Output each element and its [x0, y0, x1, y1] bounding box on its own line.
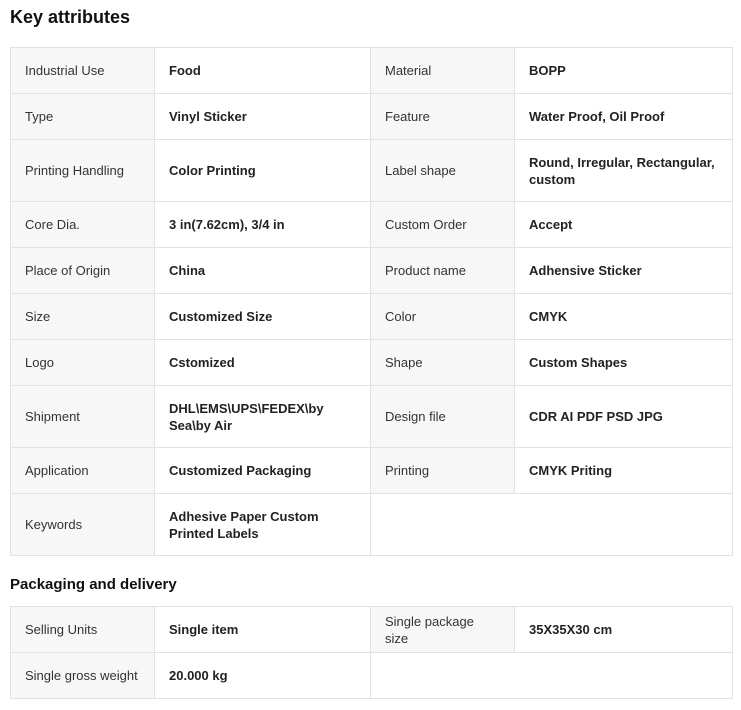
attribute-value: Adhensive Sticker: [515, 248, 733, 294]
attribute-value: Customized Packaging: [155, 448, 371, 494]
attribute-key: Logo: [11, 340, 155, 386]
attribute-key: Application: [11, 448, 155, 494]
attribute-key: Keywords: [11, 494, 155, 556]
attribute-value: CMYK Priting: [515, 448, 733, 494]
attribute-key: Core Dia.: [11, 202, 155, 248]
attribute-value: Color Printing: [155, 140, 371, 202]
attribute-value: 3 in(7.62cm), 3/4 in: [155, 202, 371, 248]
attribute-value: Custom Shapes: [515, 340, 733, 386]
attribute-key: Feature: [371, 94, 515, 140]
packaging-delivery-heading: Packaging and delivery: [10, 576, 177, 593]
attribute-key: Design file: [371, 386, 515, 448]
attribute-key: Shape: [371, 340, 515, 386]
attribute-value: Customized Size: [155, 294, 371, 340]
attribute-key: Shipment: [11, 386, 155, 448]
table-row: [11, 494, 733, 556]
attribute-key: Custom Order: [371, 202, 515, 248]
attribute-value: Round, Irregular, Rectangular, custom: [515, 140, 733, 202]
attribute-key: Material: [371, 48, 515, 94]
attribute-key: Printing Handling: [11, 140, 155, 202]
key-attributes-table: [10, 47, 733, 556]
attribute-value: Water Proof, Oil Proof: [515, 94, 733, 140]
table-row: [11, 94, 733, 140]
table-row: [11, 248, 733, 294]
attribute-key: Place of Origin: [11, 248, 155, 294]
key-attributes-heading: Key attributes: [10, 7, 131, 27]
empty-cell: [371, 653, 733, 699]
table-row: [11, 448, 733, 494]
table-row: [11, 48, 733, 94]
table-row: [11, 202, 733, 248]
attribute-key: Industrial Use: [11, 48, 155, 94]
attribute-key: Selling Units: [11, 607, 155, 653]
attribute-value: Single item: [155, 607, 371, 653]
packaging-table: [10, 606, 733, 699]
table-row: [11, 653, 733, 699]
attribute-key: Single package size: [371, 607, 515, 653]
table-row: [11, 340, 733, 386]
attribute-key: Product name: [371, 248, 515, 294]
attribute-value: 20.000 kg: [155, 653, 371, 699]
table-row: [11, 607, 733, 653]
attribute-value: Vinyl Sticker: [155, 94, 371, 140]
attribute-value: CDR AI PDF PSD JPG: [515, 386, 733, 448]
table-row: [11, 386, 733, 448]
attribute-value: CMYK: [515, 294, 733, 340]
attribute-key: Label shape: [371, 140, 515, 202]
attribute-key: Single gross weight: [11, 653, 155, 699]
attribute-value: Food: [155, 48, 371, 94]
attribute-value: 35X35X30 cm: [515, 607, 733, 653]
attribute-key: Size: [11, 294, 155, 340]
attribute-value: Cstomized: [155, 340, 371, 386]
table-row: [11, 294, 733, 340]
attribute-value: BOPP: [515, 48, 733, 94]
attribute-key: Color: [371, 294, 515, 340]
attribute-value: Adhesive Paper Custom Printed Labels: [155, 494, 371, 556]
empty-cell: [371, 494, 733, 556]
attribute-value: Accept: [515, 202, 733, 248]
attribute-key: Printing: [371, 448, 515, 494]
attribute-key: Type: [11, 94, 155, 140]
attribute-value: DHL\EMS\UPS\FEDEX\by Sea\by Air: [155, 386, 371, 448]
attribute-value: China: [155, 248, 371, 294]
table-row: [11, 140, 733, 202]
